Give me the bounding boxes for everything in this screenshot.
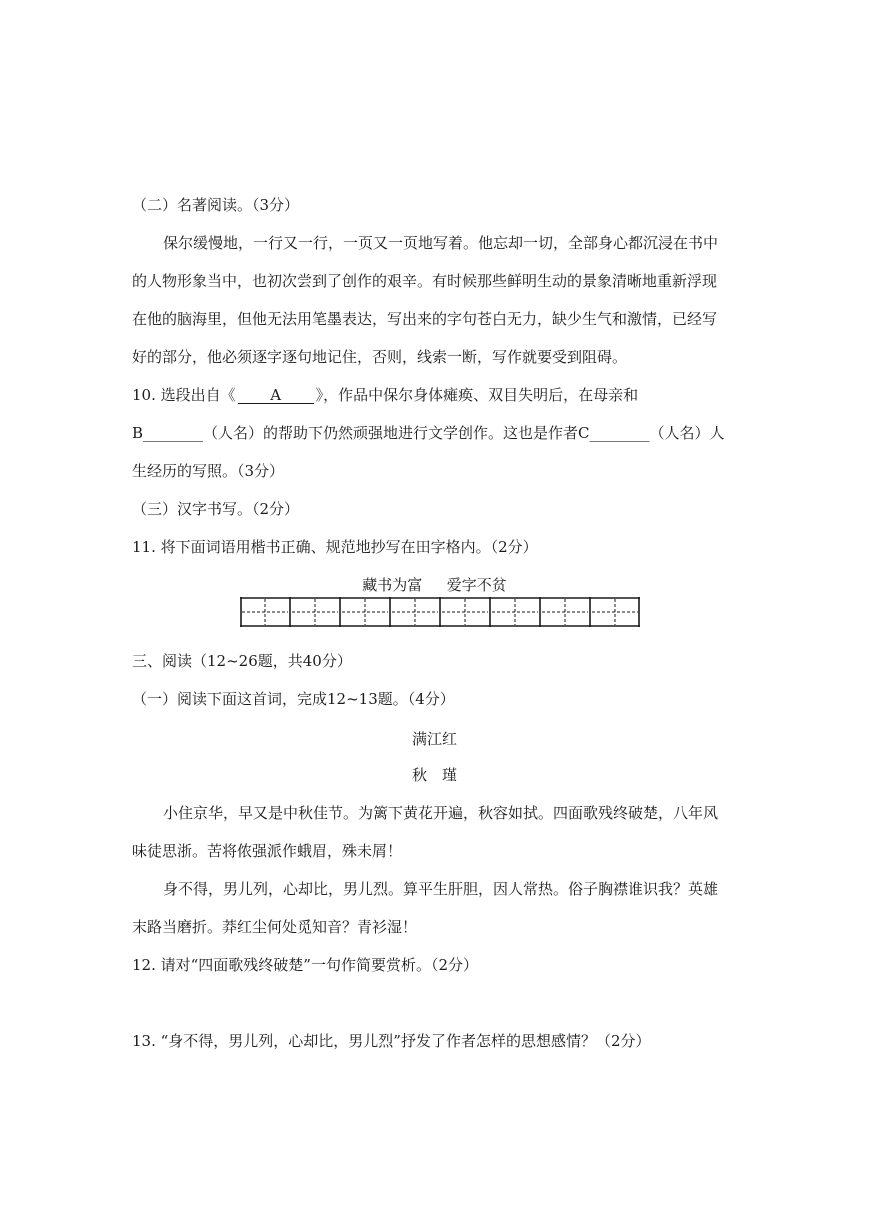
passage-line-1: 保尔缓慢地，一行又一行，一页又一页地写着。他忘却一切，全部身心都沉浸在书中 xyxy=(163,234,719,252)
question-10-line-1 xyxy=(132,385,638,405)
poem-title: 满江红 xyxy=(411,730,457,748)
question-12: 12. 请对“四面歌残终破楚”一句作简要赏析。（2分） xyxy=(132,956,479,974)
answer-blank-a: A xyxy=(238,387,314,404)
passage-line-2: 的人物形象当中，也初次尝到了创作的艰辛。有时候那些鲜明生动的景象清晰地重新浮现 xyxy=(132,272,718,290)
question-13: 13. “身不得，男儿列，心却比，男儿烈”抒发了作者怎样的思想感情？（2分） xyxy=(132,1032,651,1050)
poem-line-3: 身不得，男儿列，心却比，男儿烈。算平生肝胆，因人常热。俗子胸襟谁识我？英雄 xyxy=(163,880,719,898)
section-heading-reading: 三、阅读（12~26题，共40分） xyxy=(132,652,352,670)
section-heading-handwriting: （三）汉字书写。（2分） xyxy=(132,500,300,518)
question-10-line-2: B________（人名）的帮助下仍然顽强地进行文学创作。这也是作者C________（人名）人 xyxy=(132,424,725,442)
passage-line-3: 在他的脑海里，但他无法用笔墨表达，写出来的字句苍白无力，缺少生气和激情，已经写 xyxy=(132,310,718,328)
question-11: 11. 将下面词语用楷书正确、规范地抄写在田字格内。（2分） xyxy=(132,538,538,556)
poem-author: 秋 瑾 xyxy=(411,766,457,784)
section-heading-classics: （二）名著阅读。（3分） xyxy=(132,196,300,214)
question-10-line-3: 生经历的写照。（3分） xyxy=(132,462,285,480)
question-10-prefix: 10. 选段出自《 xyxy=(132,386,236,404)
poem-line-2: 味徒思浙。苦将侬强派作蛾眉，殊未屑！ xyxy=(132,842,403,860)
tianzige-grid-lines xyxy=(240,597,640,627)
poem-line-1: 小住京华，早又是中秋佳节。为篱下黄花开遍，秋容如拭。四面歌残终破楚，八年风 xyxy=(163,804,719,822)
question-10-suffix: 》，作品中保尔身体瘫痪、双目失明后，在母亲和 xyxy=(315,386,639,404)
poem-line-4: 末路当磨折。莽红尘何处觅知音？青衫湿！ xyxy=(132,918,418,936)
passage-line-4: 好的部分，他必须逐字逐句地记住，否则，线索一断，写作就要受到阻碍。 xyxy=(132,348,628,366)
reading-sub-heading: （一）阅读下面这首词，完成12~13题。（4分） xyxy=(132,690,455,708)
copy-words: 藏书为富 爱字不贫 xyxy=(362,576,507,594)
tianzige-grid xyxy=(240,597,640,627)
